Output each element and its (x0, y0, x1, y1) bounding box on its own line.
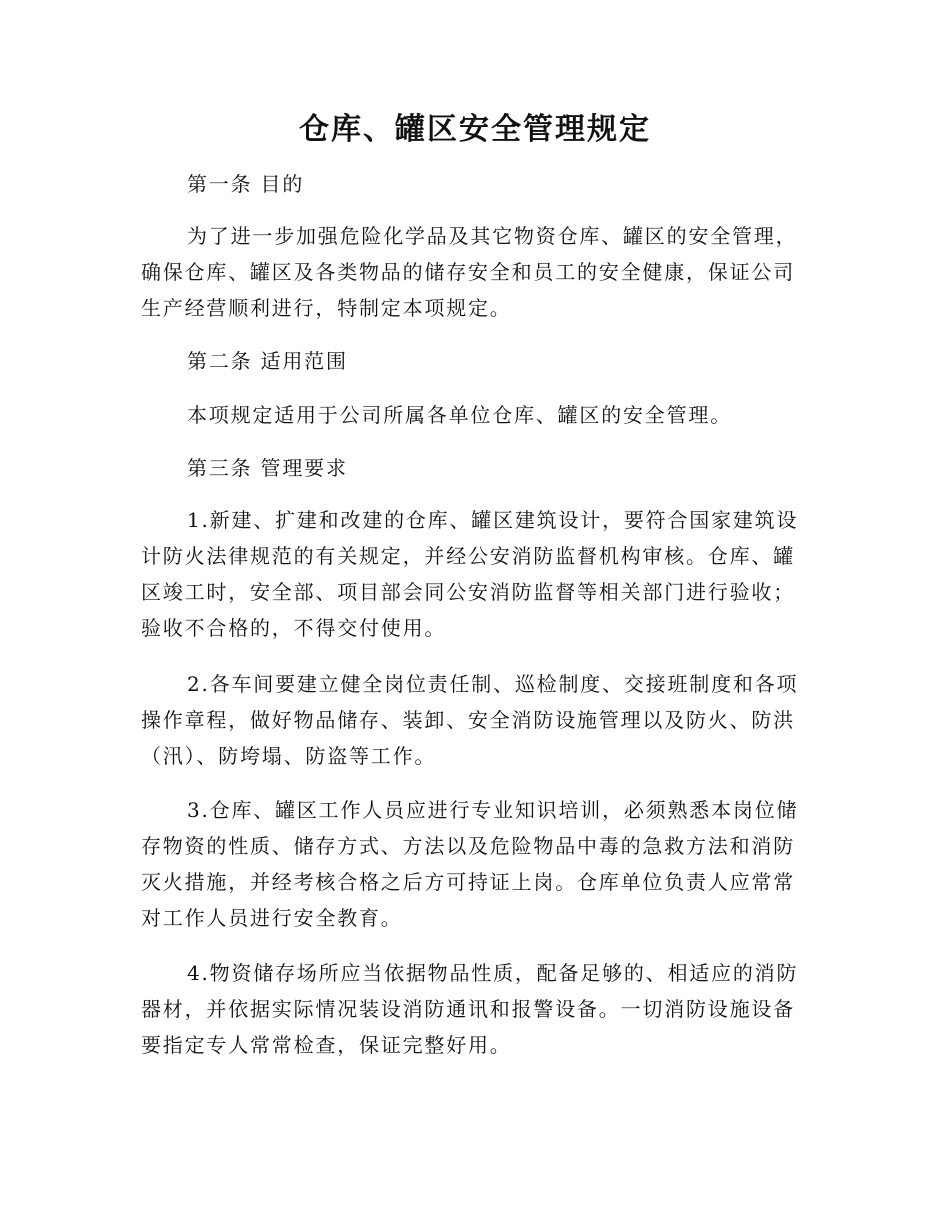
paragraph-line: 第一条 目的 (187, 172, 305, 196)
requirement-item-3 (141, 792, 801, 936)
requirement-item-2 (141, 666, 801, 774)
article-1-paragraph (141, 218, 801, 326)
article-2-heading (141, 343, 801, 379)
paragraph-line: 灭火措施，并经考核合格之后方可持证上岗。仓库单位负责人应常常 (141, 870, 795, 894)
paragraph-line: 区竣工时，安全部、项目部会同公安消防监督等相关部门进行验收； (141, 580, 795, 604)
paragraph-line: 操作章程，做好物品储存、装卸、安全消防设施管理以及防火、防洪 (141, 708, 795, 732)
paragraph-line: 对工作人员进行安全教育。 (141, 906, 403, 930)
paragraph-line: 4.物资储存场所应当依据物品性质，配备足够的、相适应的消防 (187, 961, 799, 985)
paragraph-line: 确保仓库、罐区及各类物品的储存安全和员工的安全健康，保证公司 (141, 260, 795, 284)
paragraph-line: 1.新建、扩建和改建的仓库、罐区建筑设计，要符合国家建筑设 (187, 508, 799, 532)
paragraph-line: 要指定专人常常检查，保证完整好用。 (141, 1033, 512, 1057)
paragraph-line: （汛）、防垮塌、防盗等工作。 (141, 744, 437, 768)
paragraph-line: 第二条 适用范围 (187, 349, 348, 373)
article-2-paragraph (141, 397, 801, 433)
requirement-item-1 (141, 502, 801, 646)
requirement-item-4 (141, 955, 801, 1063)
paragraph-line: 为了进一步加强危险化学品及其它物资仓库、罐区的安全管理， (187, 224, 798, 248)
document-title: 仓库、罐区安全管理规定 (299, 112, 651, 147)
article-1-heading (141, 166, 801, 202)
article-3-heading (141, 450, 801, 486)
paragraph-line: 2.各车间要建立健全岗位责任制、巡检制度、交接班制度和各项 (187, 672, 799, 696)
paragraph-line: 3.仓库、罐区工作人员应进行专业知识培训，必须熟悉本岗位储 (187, 798, 799, 822)
paragraph-line: 生产经营顺利进行，特制定本项规定。 (141, 296, 512, 320)
paragraph-line: 验收不合格的，不得交付使用。 (141, 616, 447, 640)
paragraph-line: 器材，并依据实际情况装设消防通讯和报警设备。一切消防设施设备 (141, 997, 795, 1021)
paragraph-line: 本项规定适用于公司所属各单位仓库、罐区的安全管理。 (187, 403, 732, 427)
paragraph-line: 第三条 管理要求 (187, 456, 348, 480)
paragraph-line: 计防火法律规范的有关规定，并经公安消防监督机构审核。仓库、罐 (141, 544, 795, 568)
paragraph-line: 存物资的性质、储存方式、方法以及危险物品中毒的急救方法和消防 (141, 834, 795, 858)
